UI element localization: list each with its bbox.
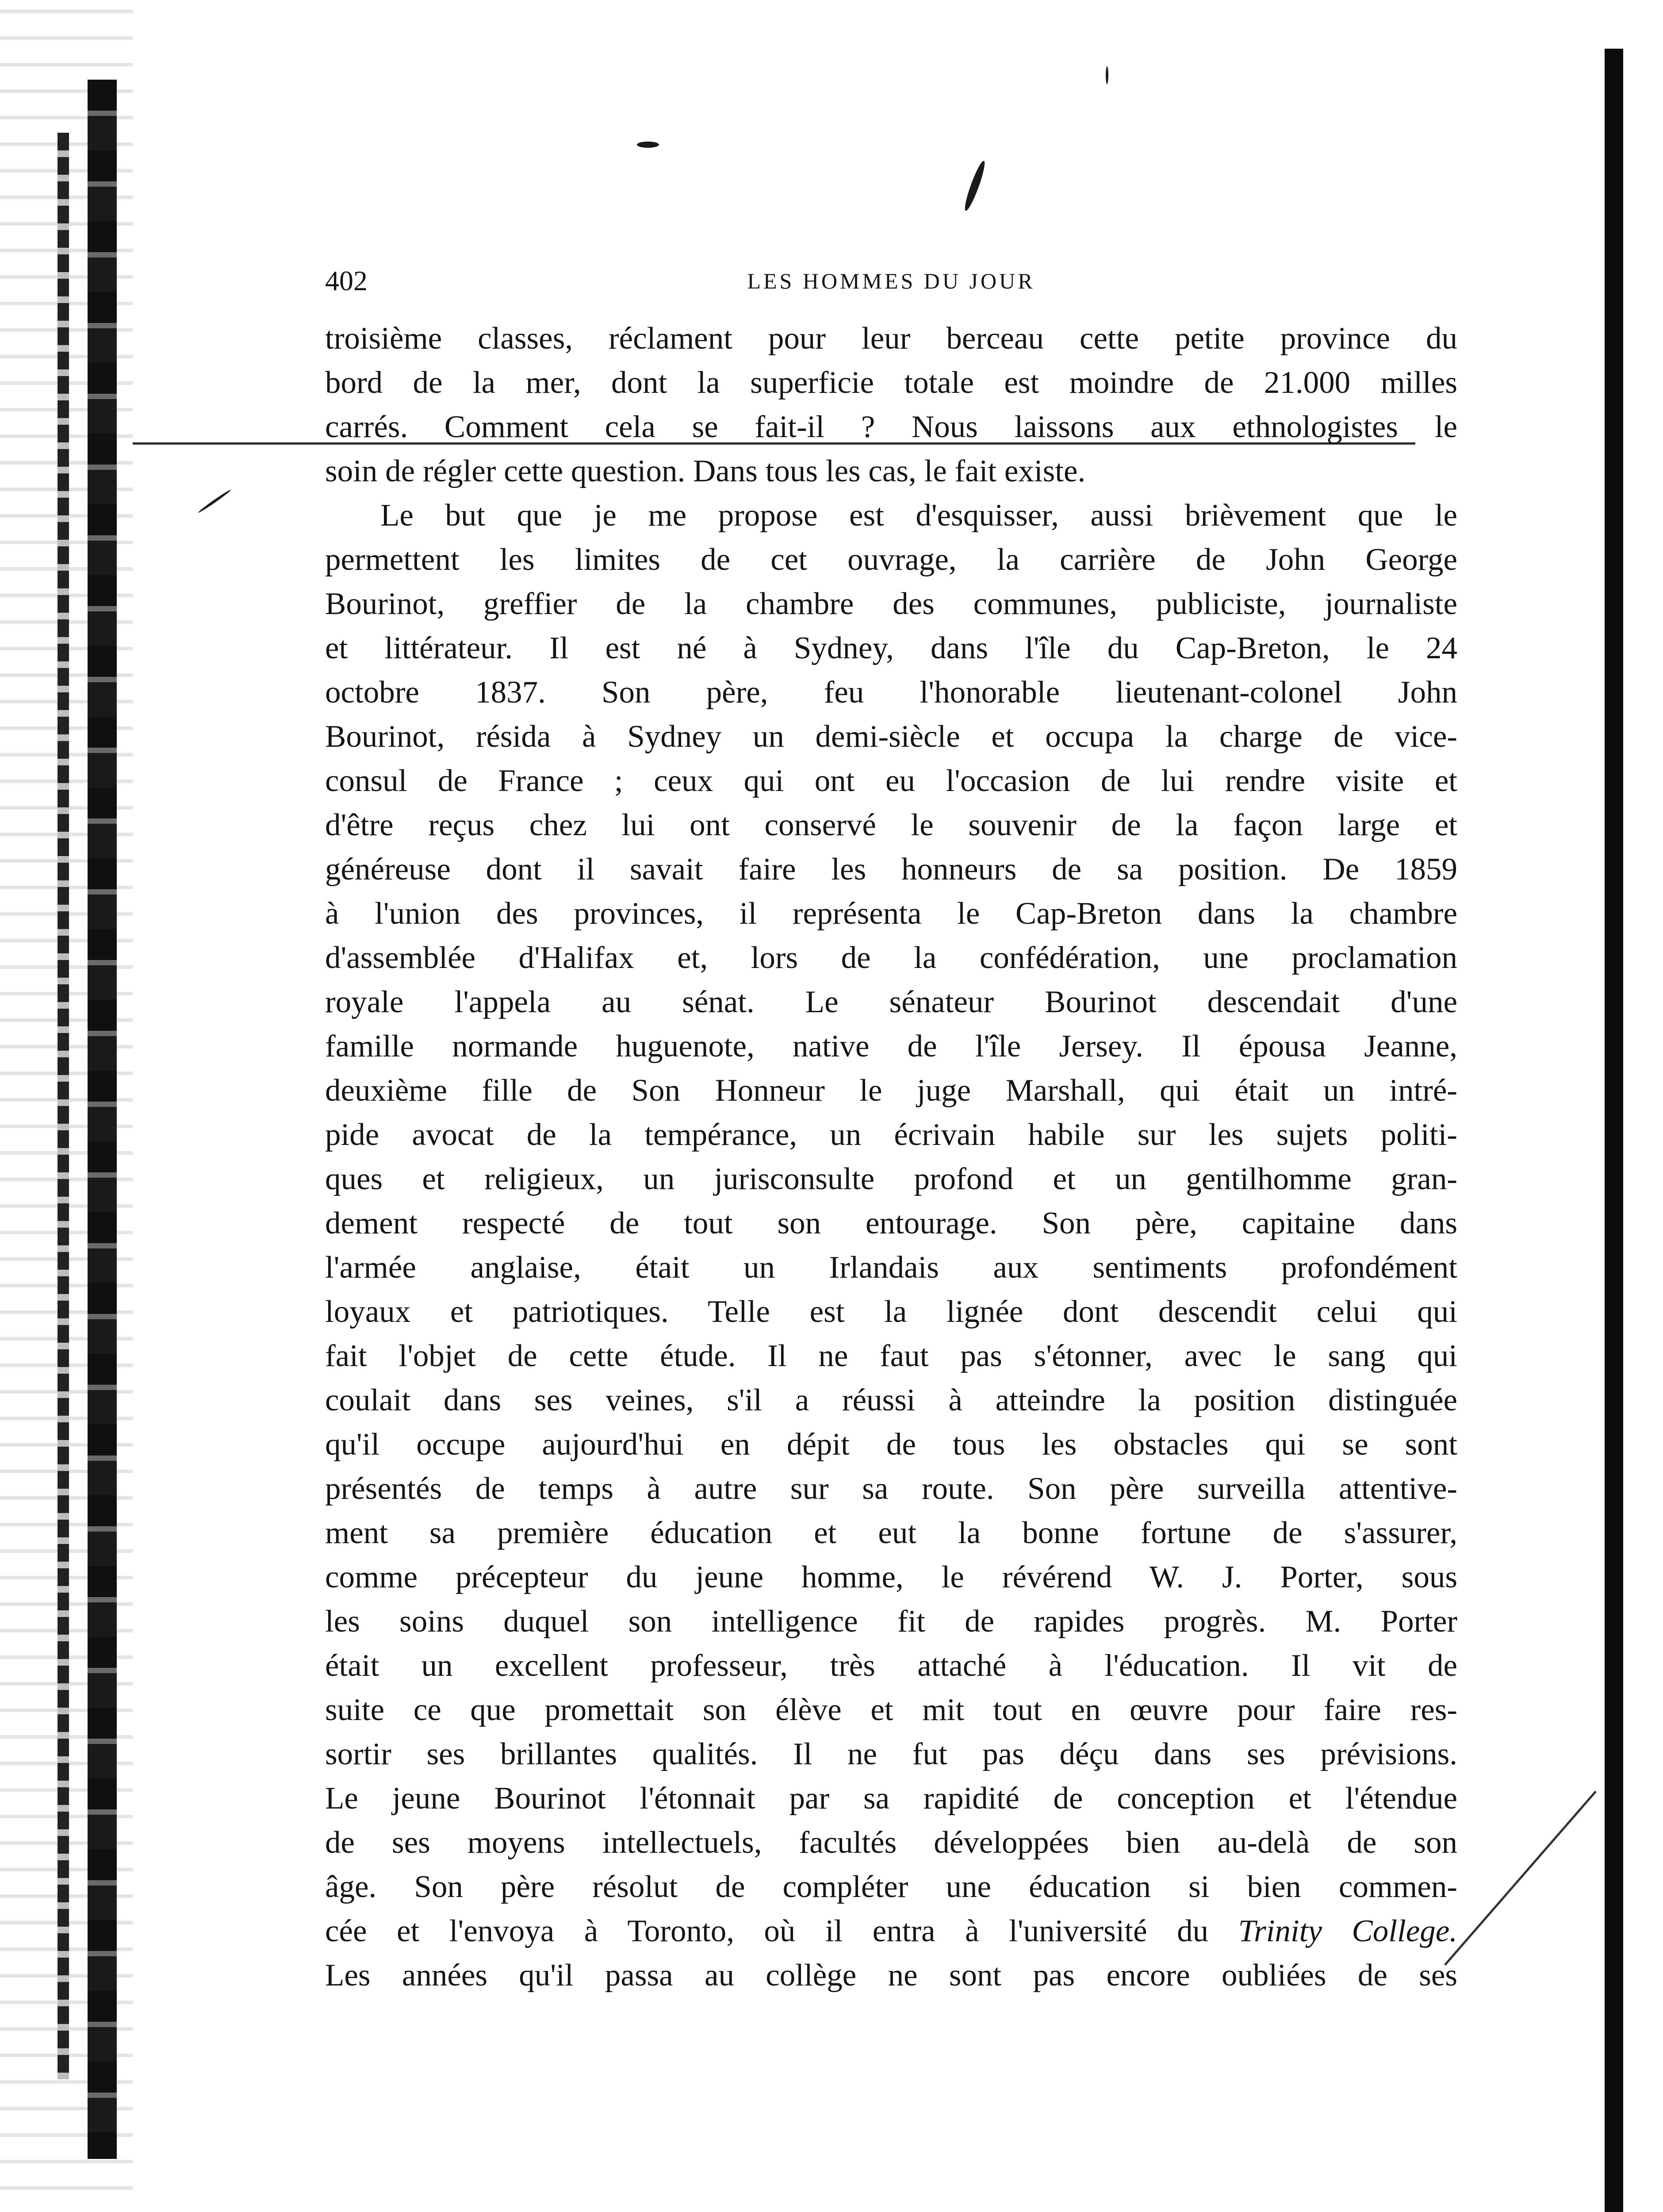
ink-speck — [197, 489, 231, 514]
text-line: suite ce que promettait son élève et mit tout en œuvre pour faire res- — [325, 1693, 1457, 1727]
text-line: dement respecté de tout son entourage. Son père, capitaine dans — [325, 1206, 1457, 1240]
text-line: sortir ses brillantes qualités. Il ne fut pas déçu dans ses prévisions. — [325, 1737, 1457, 1771]
text-line: troisième classes, réclament pour leur berceau cette petite province du — [325, 321, 1457, 356]
text-line: Les années qu'il passa au collège ne sont pas encore oubliées de ses — [325, 1958, 1457, 1993]
body-text — [325, 316, 1457, 1997]
pencil-mark-diagonal — [1444, 1791, 1597, 1966]
text-line: fait l'objet de cette étude. Il ne faut pas s'étonner, avec le sang qui — [325, 1339, 1457, 1373]
running-head: LES HOMMES DU JOUR — [747, 269, 1035, 293]
text-line: Bourinot, greffier de la chambre des communes, publiciste, journaliste — [325, 587, 1457, 621]
text-line: permettent les limites de cet ouvrage, la carrière de John George — [325, 542, 1457, 577]
text-line: royale l'appela au sénat. Le sénateur Bourinot descendait d'une — [325, 985, 1457, 1019]
text-line: octobre 1837. Son père, feu l'honorable lieutenant-colonel John — [325, 675, 1457, 710]
text-line: pide avocat de la tempérance, un écrivain habile sur les sujets politi- — [325, 1118, 1457, 1152]
text-line: ment sa première éducation et eut la bonne fortune de s'assurer, — [325, 1516, 1457, 1550]
text-line: carrés. Comment cela se fait-il ? Nous laissons aux ethnologistes le — [325, 410, 1457, 444]
text-line: Le but que je me propose est d'esquisser, aussi brièvement que le — [380, 498, 1457, 533]
text-line: ques et religieux, un jurisconsulte profond et un gentilhomme gran- — [325, 1162, 1457, 1196]
text-line: coulait dans ses veines, s'il a réussi à atteindre la position distinguée — [325, 1383, 1457, 1417]
text-line: loyaux et patriotiques. Telle est la lignée dont descendit celui qui — [325, 1294, 1457, 1329]
text-line: bord de la mer, dont la superficie totale est moindre de 21.000 milles — [325, 365, 1457, 400]
scan-rule-left — [88, 80, 117, 2159]
text-line-with-italic — [325, 1909, 1457, 1953]
text-line: deuxième fille de Son Honneur le juge Marshall, qui était un intré- — [325, 1073, 1457, 1108]
text-line: comme précepteur du jeune homme, le révérend W. J. Porter, sous — [325, 1560, 1457, 1594]
scan-rule-right — [1605, 49, 1623, 2212]
text-line: à l'union des provinces, il représenta le Cap-Breton dans la chambre — [325, 896, 1457, 931]
page-number: 402 — [325, 265, 368, 296]
text-line: Bourinot, résida à Sydney un demi-siècle et occupa la charge de vice- — [325, 719, 1457, 754]
ink-speck — [1106, 66, 1108, 84]
text-line: soin de régler cette question. Dans tous les cas, le fait existe. — [325, 454, 1086, 488]
text-line: famille normande huguenote, native de l'île Jersey. Il épousa Jeanne, — [325, 1029, 1457, 1064]
text-line: était un excellent professeur, très attaché à l'éducation. Il vit de — [325, 1648, 1457, 1683]
text-line: généreuse dont il savait faire les honneurs de sa position. De 1859 — [325, 852, 1457, 887]
text-line: les soins duquel son intelligence fit de rapides progrès. M. Porter — [325, 1604, 1457, 1639]
text-line: Le jeune Bourinot l'étonnait par sa rapidité de conception et l'étendue — [325, 1781, 1457, 1816]
scan-rule-left-inner — [57, 133, 69, 2079]
ink-speck — [962, 160, 988, 212]
text-line: d'être reçus chez lui ont conservé le souvenir de la façon large et — [325, 808, 1457, 842]
text-line: l'armée anglaise, était un Irlandais aux sentiments profondément — [325, 1250, 1457, 1285]
text-line: présentés de temps à autre sur sa route. Son père surveilla attentive- — [325, 1471, 1457, 1506]
text-line: consul de France ; ceux qui ont eu l'occasion de lui rendre visite et — [325, 764, 1457, 798]
text-line: âge. Son père résolut de compléter une éducation si bien commen- — [325, 1870, 1457, 1904]
text-line: qu'il occupe aujourd'hui en dépit de tous les obstacles qui se sont — [325, 1427, 1457, 1462]
text-line: de ses moyens intellectuels, facultés développées bien au-delà de son — [325, 1825, 1457, 1860]
text-line: et littérateur. Il est né à Sydney, dans l'île du Cap-Breton, le 24 — [325, 631, 1457, 665]
ink-speck — [637, 142, 659, 148]
page-header — [325, 257, 1457, 305]
italic-phrase: Trinity College. — [1238, 1914, 1458, 1948]
text-line-segment: cée et l'envoya à Toronto, où il entra à l'université du — [325, 1914, 1209, 1948]
text-line: d'assemblée d'Halifax et, lors de la confédération, une proclamation — [325, 941, 1457, 975]
